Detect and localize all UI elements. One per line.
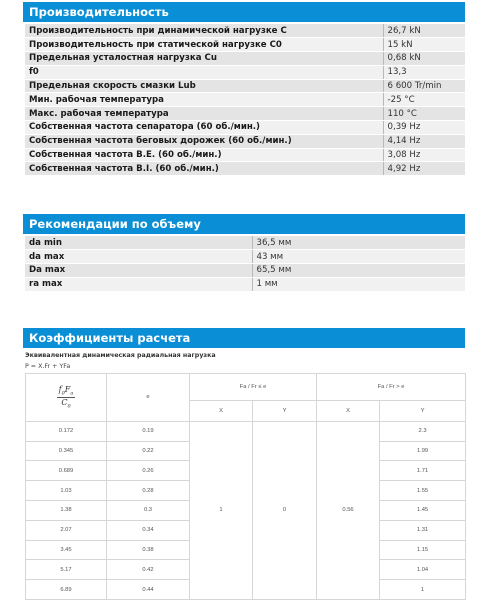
- performance-table: [25, 24, 465, 176]
- y2-cell: 1.99: [380, 441, 466, 461]
- ratio-cell: 1.38: [26, 501, 107, 521]
- ratio-cell: 0.172: [26, 421, 107, 441]
- performance-row: [25, 162, 465, 176]
- recommendation-value: 43 мм: [252, 250, 465, 264]
- performance-value: 15 kN: [383, 38, 465, 52]
- performance-row: [25, 93, 465, 107]
- e-cell: 0.22: [107, 441, 190, 461]
- coef-row: [26, 421, 466, 441]
- performance-value: 4,14 Hz: [383, 134, 465, 148]
- recommendation-label: Da max: [25, 264, 252, 278]
- ratio-header: [26, 374, 107, 422]
- performance-title: Производительность: [29, 5, 169, 19]
- recommendation-label: da max: [25, 250, 252, 264]
- recommendations-header: [23, 214, 465, 234]
- e-cell: 0.44: [107, 580, 190, 600]
- ratio-cell: 0.345: [26, 441, 107, 461]
- y2-cell: 1.31: [380, 520, 466, 540]
- performance-label: Предельная скорость смазки Lub: [25, 79, 383, 93]
- ratio-cell: 6.89: [26, 580, 107, 600]
- performance-value: 3,08 Hz: [383, 148, 465, 162]
- performance-value: 4,92 Hz: [383, 162, 465, 176]
- group2-header: Fa / Fr > e: [317, 374, 466, 401]
- x2-header: X: [317, 401, 380, 422]
- performance-label: Макс. рабочая температура: [25, 107, 383, 121]
- performance-label: Предельная усталостная нагрузка Cu: [25, 52, 383, 66]
- e-cell: 0.26: [107, 461, 190, 481]
- performance-row: [25, 148, 465, 162]
- ratio-cell: 2.07: [26, 520, 107, 540]
- y2-header: Y: [380, 401, 466, 422]
- ratio-formula: $\frac{f_0F_a}{C_0}$: [58, 385, 74, 410]
- y2-cell: 2.3: [380, 421, 466, 441]
- ratio-cell: 0.689: [26, 461, 107, 481]
- y1-header: Y: [253, 401, 317, 422]
- ratio-cell: 1.03: [26, 481, 107, 501]
- e-cell: 0.42: [107, 560, 190, 580]
- e-cell: 0.3: [107, 501, 190, 521]
- e-cell: 0.19: [107, 421, 190, 441]
- recommendation-row: [25, 250, 465, 264]
- ratio-cell: 3.45: [26, 540, 107, 560]
- e-header: e: [107, 374, 190, 422]
- recommendations-table: [25, 236, 465, 292]
- performance-value: 0,68 kN: [383, 52, 465, 66]
- e-cell: 0.28: [107, 481, 190, 501]
- performance-row: [25, 24, 465, 38]
- performance-row: [25, 107, 465, 121]
- coefficients-header: [23, 328, 465, 348]
- performance-label: Собственная частота B.E. (60 об./мин.): [25, 148, 383, 162]
- group1-header: Fa / Fr ≤ e: [190, 374, 317, 401]
- performance-label: f0: [25, 65, 383, 79]
- y1-cell: 0: [253, 421, 317, 599]
- y2-cell: 1.45: [380, 501, 466, 521]
- y2-cell: 1.71: [380, 461, 466, 481]
- performance-label: Собственная частота B.I. (60 об./мин.): [25, 162, 383, 176]
- recommendations-title: Рекомендации по объему: [29, 217, 201, 231]
- performance-label: Собственная частота сепаратора (60 об./мин.): [25, 121, 383, 135]
- performance-value: 6 600 Tr/min: [383, 79, 465, 93]
- load-formula: P = X.Fr + YFa: [25, 363, 71, 370]
- recommendation-row: [25, 277, 465, 291]
- coefficients-title: Коэффициенты расчета: [29, 331, 191, 345]
- performance-label: Мин. рабочая температура: [25, 93, 383, 107]
- performance-row: [25, 52, 465, 66]
- performance-header: [23, 2, 465, 22]
- y2-cell: 1.15: [380, 540, 466, 560]
- performance-label: Производительность при статической нагрузке C0: [25, 38, 383, 52]
- y2-cell: 1.55: [380, 481, 466, 501]
- e-cell: 0.38: [107, 540, 190, 560]
- recommendation-value: 1 мм: [252, 277, 465, 291]
- coefficients-table: [25, 373, 466, 600]
- x2-cell: 0.56: [317, 421, 380, 599]
- recommendation-value: 36,5 мм: [252, 236, 465, 250]
- y2-cell: 1.04: [380, 560, 466, 580]
- performance-value: 0,39 Hz: [383, 121, 465, 135]
- recommendation-label: da min: [25, 236, 252, 250]
- load-subtitle: Эквивалентная динамическая радиальная нагрузка: [25, 352, 216, 359]
- performance-label: Собственная частота беговых дорожек (60 об./мин.): [25, 134, 383, 148]
- e-cell: 0.34: [107, 520, 190, 540]
- performance-row: [25, 134, 465, 148]
- performance-row: [25, 121, 465, 135]
- performance-row: [25, 38, 465, 52]
- recommendation-row: [25, 264, 465, 278]
- recommendation-row: [25, 236, 465, 250]
- x1-cell: 1: [190, 421, 253, 599]
- performance-row: [25, 65, 465, 79]
- performance-row: [25, 79, 465, 93]
- performance-value: 110 °C: [383, 107, 465, 121]
- performance-value: 26,7 kN: [383, 24, 465, 38]
- ratio-cell: 5.17: [26, 560, 107, 580]
- x1-header: X: [190, 401, 253, 422]
- performance-value: -25 °C: [383, 93, 465, 107]
- performance-value: 13,3: [383, 65, 465, 79]
- performance-label: Производительность при динамической нагрузке C: [25, 24, 383, 38]
- recommendation-value: 65,5 мм: [252, 264, 465, 278]
- recommendation-label: ra max: [25, 277, 252, 291]
- y2-cell: 1: [380, 580, 466, 600]
